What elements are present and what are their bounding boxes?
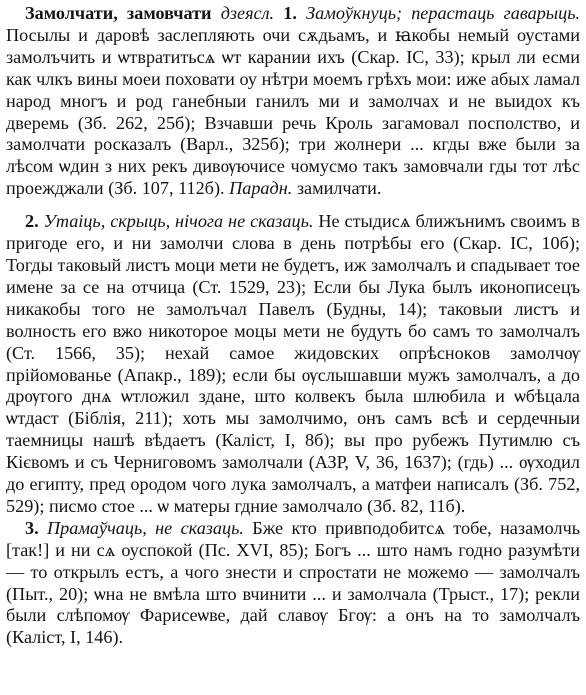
paradigm-form: замилчати. xyxy=(296,178,382,199)
entry-headword: Замолчати, замовчати xyxy=(25,3,212,23)
dictionary-entry xyxy=(6,3,580,200)
sense-1-number: 1. xyxy=(283,3,297,23)
sense-2-number: 2. xyxy=(25,211,39,232)
sense-3-citations: Бже кто привподобитсѧ тобе, назамолчь [так!] и ни сѧ оуспокой (Пс. XVI, 85); Богъ ... што намъ годно разумѣти — то открылъ естъ, а чого знести и спростати не можемо — замолчалъ (Пыт., 20); ѡна не вмѣла што вчинити ... и замолчала (Трыст., 17); рекли были слѣпомѹ Фарисеѡве, дай славѹ Бгѹ: а онъ на то замолчалъ (Каліст, І, 146). xyxy=(6,517,581,648)
sense-gap xyxy=(6,200,580,211)
sense-1-citations: Посылы и даровѣ заслепляють очи сѫдьамъ, и ꙗкобы немый оустами замолъчить и ѡтвратитьсѧ ѡт карании ихъ (Скар. ІС, 33); крыл ли есми как члкъ вины моеи поховати оу нѣтри моемъ грѣхъ мои: иже абых ламал народ многъ и род ганебныи ганилъ ми и замолчах и не выидох къ дверемь (Зб. 262, 25б); Взчавши речь Кроль загамовал посполство, и замолчати росказалъ (Варл., 325б); три жолнери ... кгды вже были за лѣсом ѡдин з них рекъ дивѹючисе чомусмо такъ замовчали гды тот лѣс проежджали (Зб. 107, 112б). xyxy=(6,24,580,199)
sense-3 xyxy=(6,518,580,649)
sense-2 xyxy=(6,211,580,518)
sense-2-citations: Не стыдисѧ ближънимъ своимъ в пригоде его, и ни замолчи слова в день потрѣбы его (Скар. ІС, 10б); Тогды таковый листъ моци мети не будетъ, иж замолчалъ и спадывает тое имене за се на отчица (Ст. 1529, 23); Если бы Лука былъ иконописецъ никакобы того не замолъчал Павелъ (Будны, 14); таковыи листъ и волность его вжо никоторое моцы мети не будуть бо самъ то замолчалъ (Ст. 1566, 35); нехай самое жидовских опрѣснокoв замолчѹ прійомованье (Апакр., 189); если бы ѹслышавши мужъ замолчалъ, а до дрѹгого днѧ ѡтложил здане, што колвекъ была шлюбила и ѡбѣцала ѡтдаст (Біблія, 211); хоть мы замолчимо, онъ самъ всѣ и сердечныи таемницы нашѣ вѣдаетъ (Каліст, І, 8б); вы про рубежъ Путимлю съ Кієвомъ и съ Черниговомъ замолчали (АЗР, V, 36, 1637); (гдь) ... ѹходил до египту, пред ородом чого лука замолчалъ, а матфеи написалъ (Зб. 752, 529); писмо стое ... ѡ матеры гдние замолчало (Зб. 82, 11б). xyxy=(6,211,580,516)
sense-2-gloss: Утаіць, скрыць, нічога не сказаць. xyxy=(43,211,314,232)
paradigm-label: Парадн. xyxy=(229,178,293,199)
entry-grammar: дзеясл. xyxy=(220,3,275,23)
sense-3-gloss: Прамаўчаць, не сказаць. xyxy=(47,517,244,538)
sense-1-gloss: Замоўкнуць; перастаць гаварыць. xyxy=(306,3,581,23)
sense-3-number: 3. xyxy=(25,517,39,538)
